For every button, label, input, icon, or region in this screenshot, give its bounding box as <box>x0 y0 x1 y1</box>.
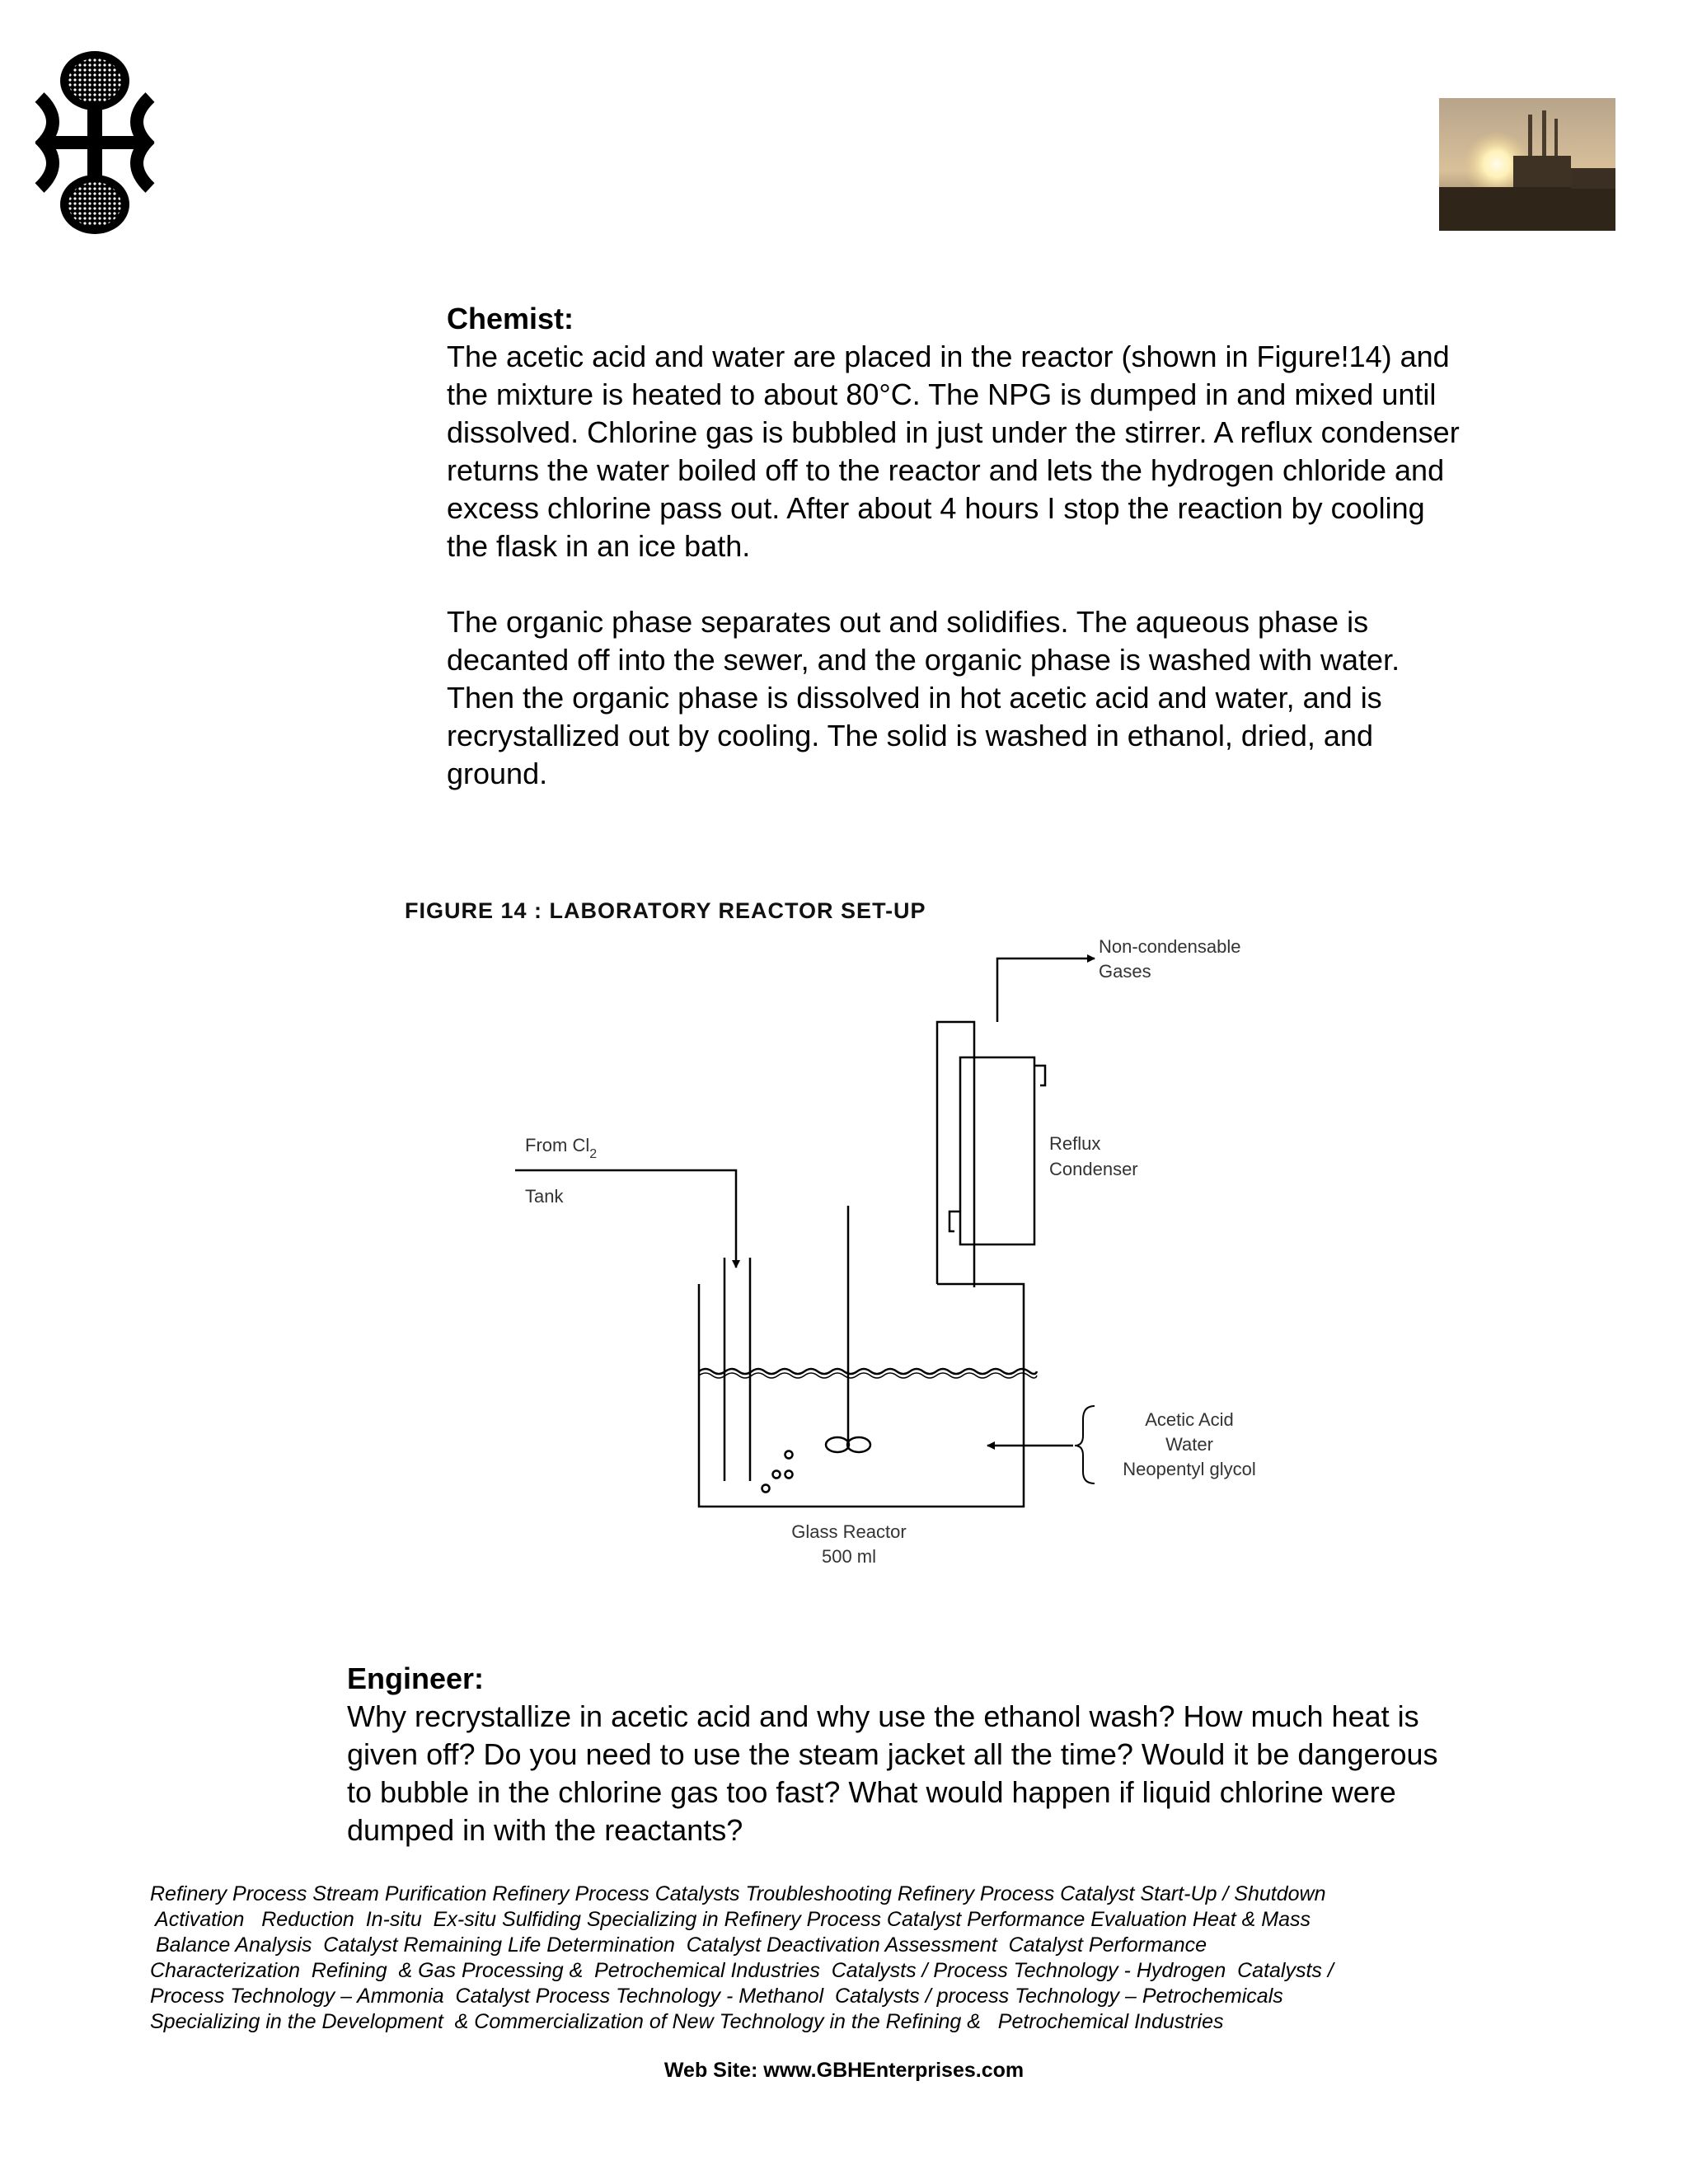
chemist-paragraph-2: The organic phase separates out and solidifies. The aqueous phase is decanted off into the sewer, and the organic phase is washed with water. Then the organic phase is dissolved in hot acetic acid and water, and is recrystallized out by cooling. The solid is washed in ethanol, dried, and ground. <box>447 605 1400 790</box>
website-link[interactable]: Web Site: www.GBHEnterprises.com <box>663 2059 1025 2082</box>
label-tank: Tank <box>525 1186 564 1207</box>
bubble <box>762 1485 770 1493</box>
footer-line: Balance Analysis Catalyst Remaining Life Determination Catalyst Deactivation Assessment Catalyst Performance <box>150 1933 1207 1957</box>
bubble <box>773 1471 781 1479</box>
glass-reactor-vessel <box>699 1284 1024 1507</box>
gas-outlet-line <box>997 958 1095 1022</box>
label-glass-reactor: Glass Reactor <box>791 1521 907 1542</box>
bubble <box>785 1451 793 1459</box>
footer-services <box>150 1882 1452 2035</box>
label-neopentyl-glycol: Neopentyl glycol <box>1123 1459 1256 1479</box>
chemist-heading: Chemist: <box>447 302 574 335</box>
footer-line: Process Technology – Ammonia Catalyst Process Technology - Methanol Catalysts / process Technology – Petrochemicals <box>150 1985 1283 2008</box>
engineer-heading: Engineer: <box>347 1661 485 1695</box>
label-500ml: 500 ml <box>821 1546 877 1567</box>
label-acetic-acid: Acetic Acid <box>1145 1409 1234 1430</box>
condenser-inner-tube <box>937 1022 974 1287</box>
reflux-condenser-jacket <box>960 1057 1034 1244</box>
condenser-port-bottom <box>950 1212 960 1231</box>
label-non-condensable: Non-condensable <box>1099 936 1241 957</box>
footer-line: Refinery Process Stream Purification Refinery Process Catalysts Troubleshooting Refinery Process Catalyst Start-Up / Shutdown <box>150 1882 1326 1905</box>
bubble <box>785 1471 793 1479</box>
label-condenser: Condenser <box>1049 1159 1138 1179</box>
label-gases: Gases <box>1099 961 1151 982</box>
label-from-cl2: From $Cl_2$ <box>525 1135 598 1161</box>
condenser-port-top <box>1034 1066 1045 1085</box>
chemist-paragraph-1: The acetic acid and water are placed in the reactor (shown in Figure!14) and the mixture is heated to about 80°C. The NPG is dumped in and mixed until dissolved. Chlorine gas is bubbled in just under the stirrer. A reflux condenser returns the water boiled off to the reactor and lets the hydrogen chloride and excess chlorine pass out. After about 4 hours I stop the reaction by cooling the flask in an ice bath. <box>447 340 1460 563</box>
engineer-section <box>347 1660 1468 1849</box>
chlorine-feed-line <box>515 1170 736 1268</box>
stirrer-blade-left <box>826 1437 849 1452</box>
figure-caption: FIGURE 14 : LABORATORY REACTOR SET-UP <box>405 898 926 923</box>
footer-line: Characterization Refining & Gas Processing & Petrochemical Industries Catalysts / Process Technology - Hydrogen Catalysts / <box>150 1959 1334 1982</box>
engineer-paragraph: Why recrystallize in acetic acid and why use the ethanol wash? How much heat is given off? Do you need to use the steam jacket all the time? Would it be dangerous to bubble in the chlorine gas too fast? What would happen if liquid chlorine were dumped in with the reactants? <box>347 1699 1438 1847</box>
reactants-brace <box>1075 1406 1095 1483</box>
footer-line: Specializing in the Development & Commercialization of New Technology in the Refining & Petrochemical Industries <box>150 2010 1224 2033</box>
footer-line: Activation Reduction In-situ Ex-situ Sulfiding Specializing in Refinery Process Catalyst Performance Evaluation Heat & Mass <box>150 1908 1311 1931</box>
stirrer-blade-right <box>847 1437 870 1452</box>
label-reflux: Reflux <box>1049 1133 1101 1154</box>
label-water: Water <box>1165 1434 1213 1455</box>
